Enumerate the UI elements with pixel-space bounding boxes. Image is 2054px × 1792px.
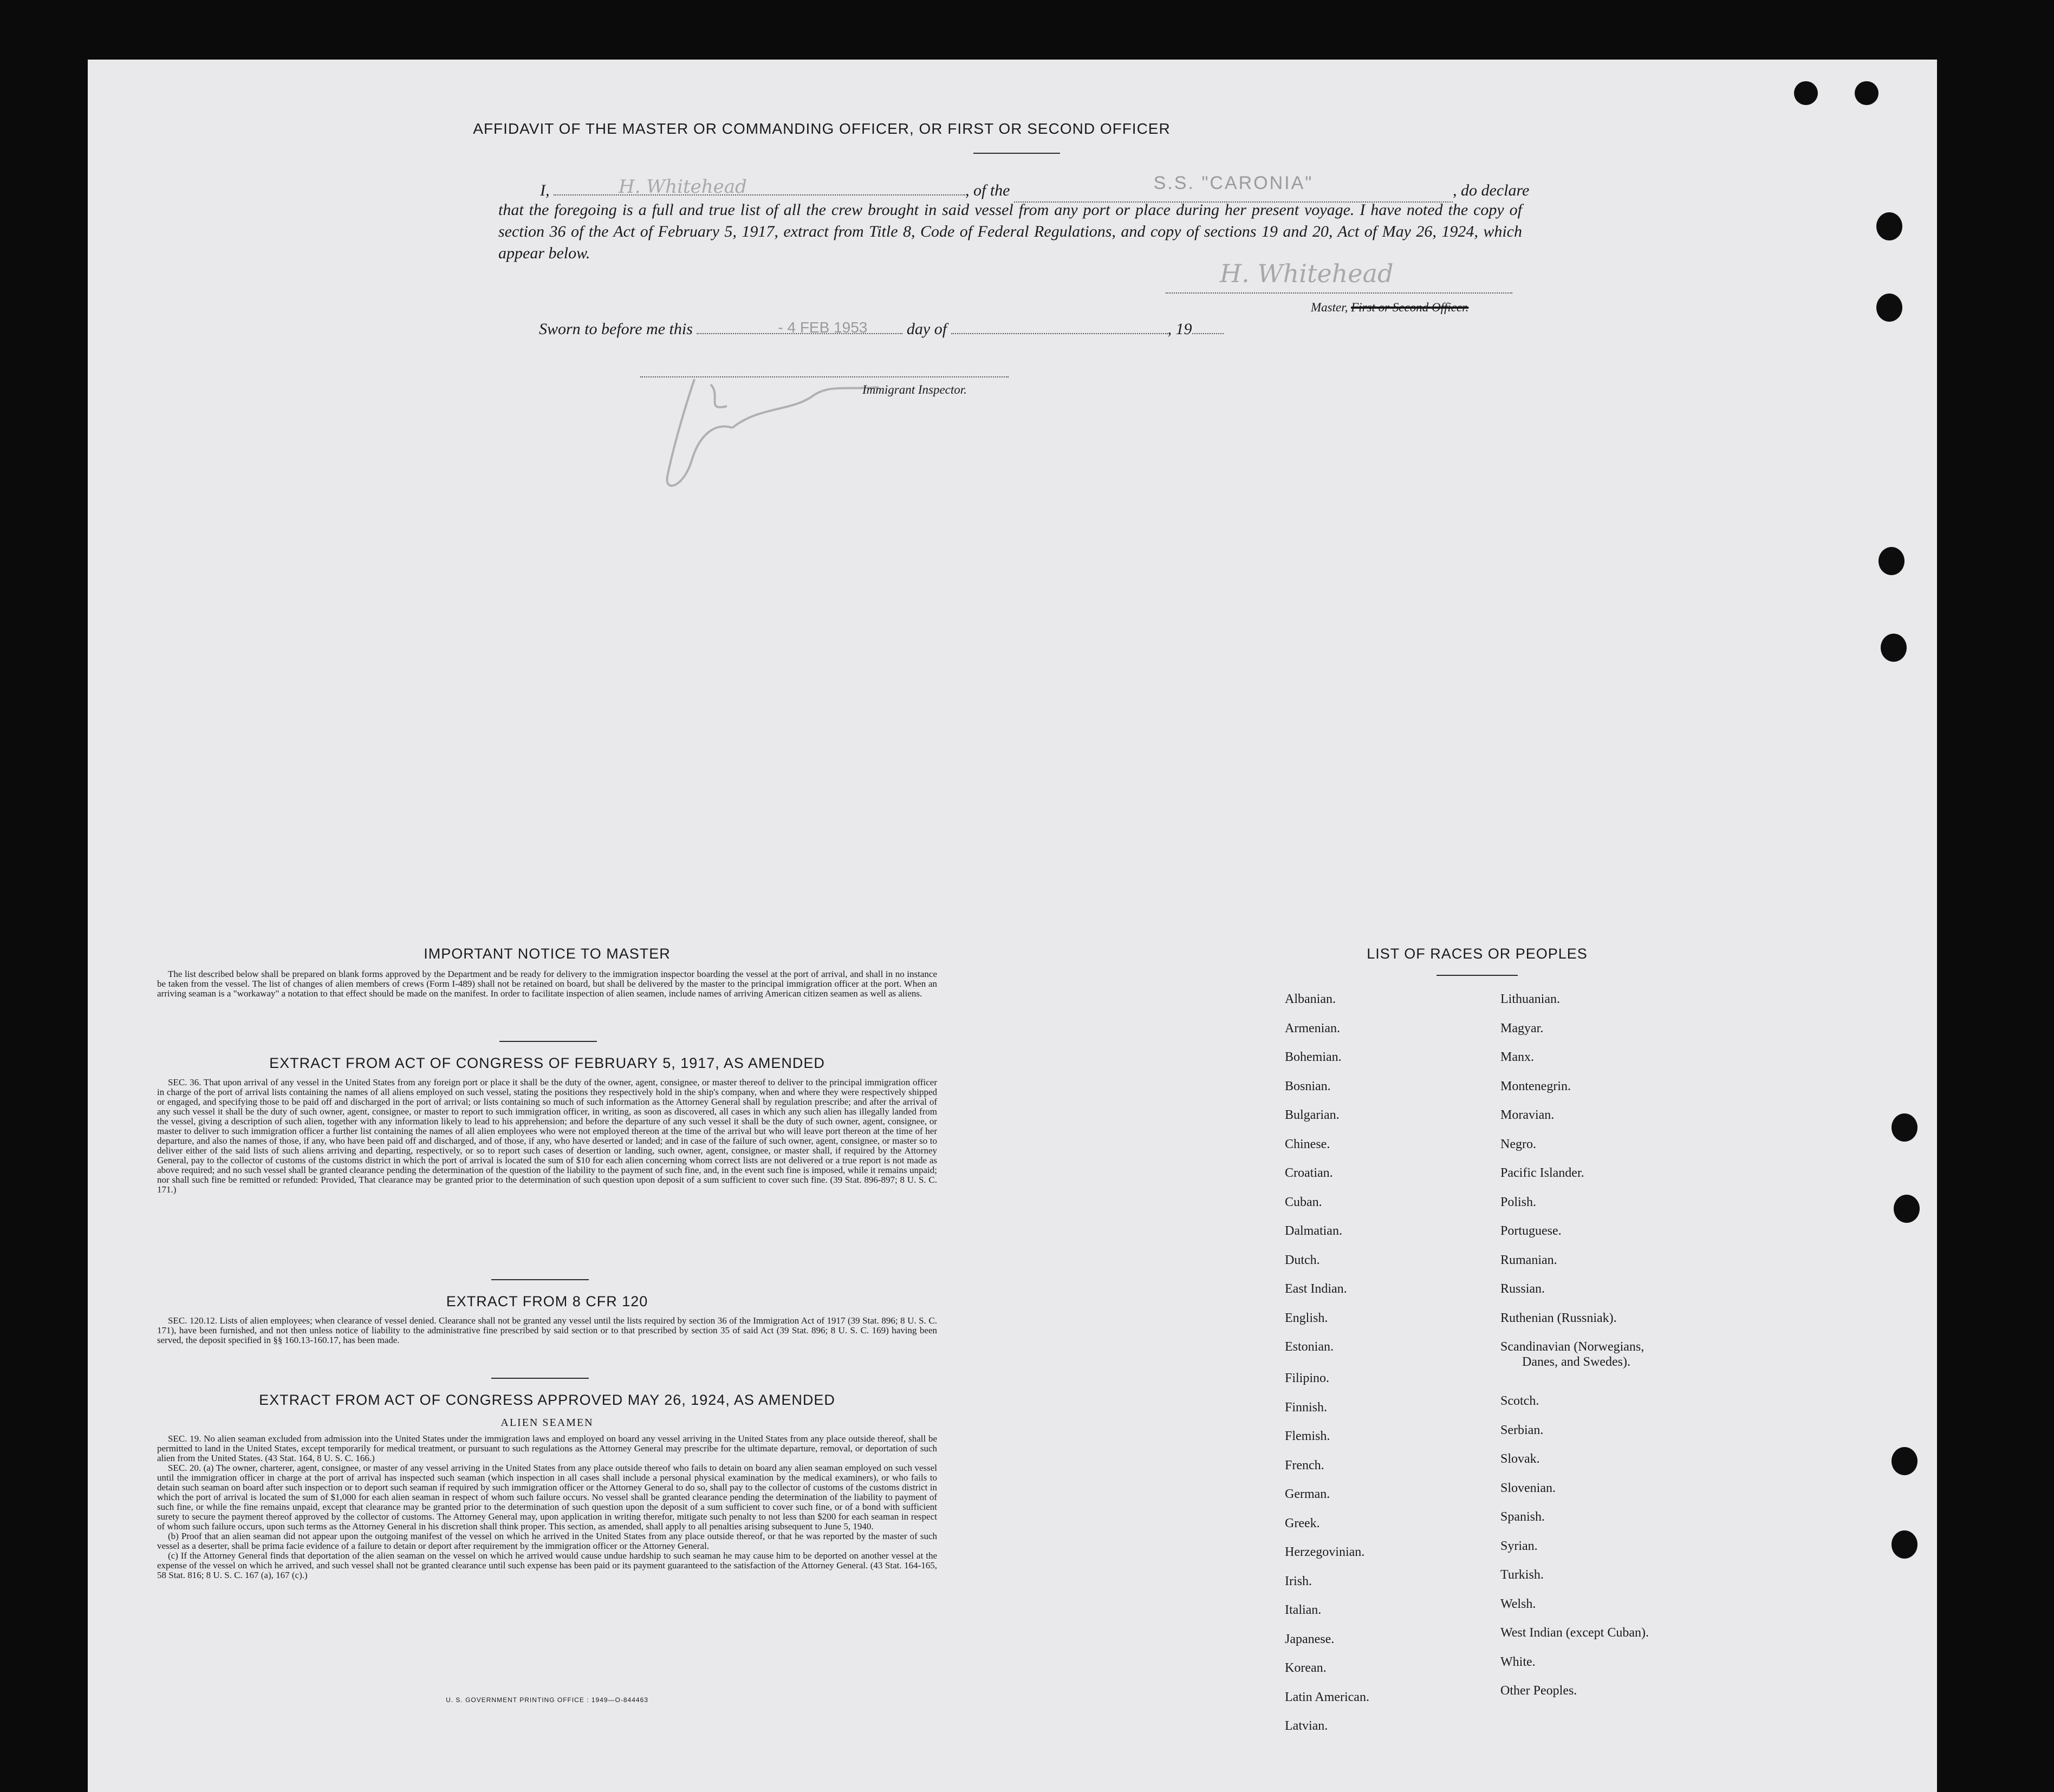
year-field [1192,333,1224,334]
races-rule [1436,975,1518,976]
race-entry: Dutch. [1285,1253,1320,1267]
extract-1917-text: SEC. 36. That upon arrival of any vessel in the United States from any foreign port or place it shall be the duty of the owner, agent, consignee, or master thereof to deliver to the principal immigration officer in charge of the port of arrival lists containing the names of all aliens employed on such vessel, stating the positions they respectively hold in the ship's company, when and where they were respectively shipped or engaged, and specifying those to be paid off and discharged in the port of arrival; or lists containing so much of such information as the Attorney General shall by regulation prescribe; and after the arrival of any such vessel it shall be the duty of such owner, agent, consignee, or master to report to such immigration officer, in writing, as soon as discovered, all cases in which any such alien has illegally landed from the vessel, giving a description of such alien, together with any information likely to lead to his apprehension; and before the departure of any such vessel it shall be the duty of such owner, agent, consignee, or master to deliver to such immigration officer a further list containing the names of all alien employees who were not employed thereon at the time of the arrival but who will leave port thereon at the time of her departure, and also the names of those, if any, who have been paid off and discharged, and of those, if any, who have deserted or landed; and in case of the failure of such owner, agent, consignee, or master so to deliver either of the said lists of such aliens arriving and departing, respectively, or so to report such cases of desertion or landing, such owner, agent, consignee, or master shall, if required by the Attorney General, pay to the collector of customs of the customs district in which the port of arrival is located the sum of $10 for each alien concerning whom correct lists are not delivered or a true report is not made as above required; and no such vessel shall be granted clearance pending the determination of the question of the liability to the payment of such fine, and, in the event such fine is imposed, while it remains unpaid; nor shall such fine be remitted or refunded: Provided, That clearance may be granted prior to the determination of such question upon deposit of a sum sufficient to cover such fine. (39 Stat. 896-897; 8 U. S. C. 171.) [157,1077,937,1195]
race-entry: Syrian. [1500,1539,1538,1553]
notice-title: IMPORTANT NOTICE TO MASTER [424,946,671,962]
declaration-i: I, [540,181,550,199]
punch-hole [1855,81,1878,105]
race-entry: West Indian (except Cuban). [1500,1626,1649,1640]
rule-1 [499,1041,597,1042]
race-entry: Pacific Islander. [1500,1166,1584,1180]
race-entry: Ruthenian (Russniak). [1500,1311,1617,1325]
alien-seamen-subtitle: ALIEN SEAMEN [500,1417,594,1429]
race-entry: Estonian. [1285,1340,1334,1354]
race-entry: Montenegrin. [1500,1079,1571,1093]
date-stamp: - 4 FEB 1953 [778,319,868,336]
sec-20b-text: (b) Proof that an alien seaman did not appear upon the outgoing manifest of the vessel on which he arrived in the United States from any place outside thereof, or that he was reported by the master of such vessel as a deserter, shall be prima facie evidence of a failure to detain or deport after requirement by the immigration officer or the Attorney General. [157,1531,937,1551]
rule-3 [491,1378,589,1379]
extract-1917-title: EXTRACT FROM ACT OF CONGRESS OF FEBRUARY 5, 1917, AS AMENDED [269,1055,825,1071]
race-entry: Italian. [1285,1603,1322,1617]
punch-hole [1894,1195,1920,1223]
race-entry: Serbian. [1500,1423,1544,1437]
race-entry: Bosnian. [1285,1079,1331,1093]
race-entry: Armenian. [1285,1021,1340,1035]
race-entry: Negro. [1500,1137,1536,1151]
race-entry: Bulgarian. [1285,1108,1340,1122]
year-label: , 19 [1167,320,1192,338]
extract-cfr-title: EXTRACT FROM 8 CFR 120 [446,1293,648,1309]
master-caption [1311,297,1468,318]
race-entry: Latin American. [1285,1690,1369,1704]
race-entry: Bohemian. [1285,1050,1342,1064]
sec-20c-text: (c) If the Attorney General finds that deportation of the alien seaman on the vessel on which he arrived would cause undue hardship to such seaman he may cause him to be deported on another vessel at the expense of the vessel on which he arrived, and such vessel shall not be granted clearance until such expense has been paid or its payment guaranteed to the satisfaction of the Attorney General. (43 Stat. 164-165, 58 Stat. 816; 8 U. S. C. 167 (a), 167 (c).) [157,1550,937,1580]
rule-2 [491,1279,589,1280]
punch-hole [1881,634,1907,662]
master-signature-2: H. Whitehead [1220,259,1394,288]
race-entry: Korean. [1285,1661,1327,1675]
affidavit-title: AFFIDAVIT OF THE MASTER OR COMMANDING OFFICER, OR FIRST OR SECOND OFFICER [473,120,1171,137]
race-entry: White. [1500,1654,1536,1669]
race-entry: Rumanian. [1500,1253,1557,1267]
month-field [951,333,1168,334]
punch-hole [1878,547,1904,575]
printer-imprint: U. S. GOVERNMENT PRINTING OFFICE : 1949—O-844463 [446,1696,648,1704]
day-of-label: day of [906,320,947,338]
officer-struck: First or Second Officer. [1351,301,1469,314]
master-label: Master, [1311,301,1348,314]
race-entry: Irish. [1285,1574,1312,1588]
master-signature-line [1166,292,1512,295]
sworn-label: Sworn to before me this [539,320,693,338]
race-entry: Russian. [1500,1282,1545,1296]
master-signature: H. Whitehead [619,176,747,198]
race-entry: Cuban. [1285,1195,1322,1209]
declaration-body: that the foregoing is a full and true list of all the crew brought in said vessel from any port or place during her present voyage. I have noted the copy of section 36 of the Act of February 5, 1917, extract from Title 8, Code of Federal Regulations, and copy of sections 19 and 20, Act of May 26, 1924, which appear below. [498,201,1522,262]
sec-20a-text: SEC. 20. (a) The owner, charterer, agent, consignee, or master of any vessel arriving in the United States from any place outside thereof who fails to detain on board any alien seaman employed on such vessel until the immigration officer in charge at the port of arrival has inspected such seaman (which inspection in all cases shall include a personal physical examination by the medical examiners), or who fails to detain such seaman on board after such inspection or to deport such seaman if required by such immigration officer or the Attorney General to do so, shall pay to the collector of customs of the customs district in which the port of arrival is located the sum of $1,000 for each alien seaman in respect of whom such failure occurs. No vessel shall be granted clearance pending the determination of the liability to payment of such fine, or while the fine remains unpaid, except that clearance may be granted prior to the determination of such question upon the deposit of a sum sufficient to cover such fine, or of a bond with sufficient surety to secure the payment thereof approved by the collector of customs. The Attorney General may, upon application in writing therefor, mitigate such penalty to not less than $200 for each seaman in respect of whom such failure occurs, upon such terms as the Attorney General in his discretion shall think proper. This section, as amended, shall apply to all penalties arising subsequent to June 5, 1940. [157,1463,937,1532]
race-entry: Chinese. [1285,1137,1330,1151]
punch-hole [1794,81,1818,105]
race-entry: Filipino. [1285,1371,1330,1385]
race-entry: English. [1285,1311,1328,1325]
document-page [88,60,1937,1792]
race-entry: Slovak. [1500,1452,1540,1466]
extract-cfr-text: SEC. 120.12. Lists of alien employees; when clearance of vessel denied. Clearance shall not be granted any vessel until the lists required by section 36 of the Immigration Act of 1917 (39 Stat. 896; 8 U. S. C. 171), have been furnished, and not then unless notice of liability to the administrative fine prescribed by said section or to that prescribed by section 35 of said Act (39 Stat. 896; 8 U. S. C. 169) having been served, the deposit specified in §§ 160.13-160.17, has been made. [157,1315,937,1345]
race-entry: Herzegovinian. [1285,1545,1365,1559]
master-name-field [554,176,965,198]
races-title: LIST OF RACES OR PEOPLES [1367,946,1588,962]
race-entry: Danes, and Swedes). [1522,1355,1630,1369]
race-entry: Moravian. [1500,1108,1555,1122]
race-entry: Scandinavian (Norwegians, [1500,1340,1644,1354]
race-entry: Greek. [1285,1516,1320,1530]
punch-hole [1891,1113,1917,1142]
punch-hole [1891,1447,1917,1475]
inspector-label: Immigrant Inspector. [862,383,967,396]
race-entry: Turkish. [1500,1568,1544,1582]
punch-hole [1891,1530,1917,1559]
race-entry: Manx. [1500,1050,1534,1064]
race-entry: German. [1285,1487,1330,1501]
race-entry: Welsh. [1500,1596,1536,1611]
race-entry: Portuguese. [1500,1224,1562,1238]
vessel-prefix: S.S. [1153,173,1195,193]
punch-hole [1876,294,1902,322]
punch-hole [1876,212,1902,240]
race-entry: Flemish. [1285,1429,1330,1443]
race-entry: Finnish. [1285,1400,1328,1415]
extract-1924-title: EXTRACT FROM ACT OF CONGRESS APPROVED MAY 26, 1924, AS AMENDED [259,1392,835,1408]
race-entry: Dalmatian. [1285,1224,1342,1238]
sworn-line [539,318,1406,340]
declare-label: , do declare [1453,181,1530,199]
race-entry: Other Peoples. [1500,1684,1577,1698]
race-entry: Slovenian. [1500,1481,1556,1495]
race-entry: Magyar. [1500,1021,1544,1035]
race-entry: Polish. [1500,1195,1537,1209]
race-entry: Latvian. [1285,1719,1328,1733]
extract-1924-body [157,1434,937,1580]
race-entry: Scotch. [1500,1394,1539,1408]
race-entry: Spanish. [1500,1510,1545,1524]
race-entry: East Indian. [1285,1282,1347,1296]
race-entry: Croatian. [1285,1166,1333,1180]
sec-19-text: SEC. 19. No alien seaman excluded from admission into the United States under the immigration laws and employed on board any vessel arriving in the United States from any place outside thereof, shall be permitted to land in the United States, except temporarily for medical treatment, or pursuant to such regulations as the Attorney General may prescribe for the ultimate departure, removal, or deportation of such alien from the United States. (43 Stat. 164, 8 U. S. C. 166.) [157,1433,937,1463]
of-the-label: , of the [965,181,1010,199]
sworn-date-field [697,319,902,336]
title-rule [973,153,1060,154]
race-entry: Japanese. [1285,1632,1335,1646]
notice-text: The list described below shall be prepared on blank forms approved by the Department and be ready for delivery to the immigration inspector boarding the vessel at the port of arrival, and shall in no instance be taken from the vessel. The list of changes of alien members of crews (Form I-489) shall not be retained on board, but shall be delivered by the master to the principal immigration officer at the port. When an arriving seaman is a "workaway" a notation to that effect should be made on the manifest. In order to facilitate inspection of alien seamen, include names of arriving American citizen seamen as well as aliens. [157,969,937,999]
race-entry: Albanian. [1285,992,1336,1006]
race-entry: Lithuanian. [1500,992,1560,1006]
vessel-name: "CARONIA" [1201,173,1314,193]
race-entry: French. [1285,1458,1324,1472]
